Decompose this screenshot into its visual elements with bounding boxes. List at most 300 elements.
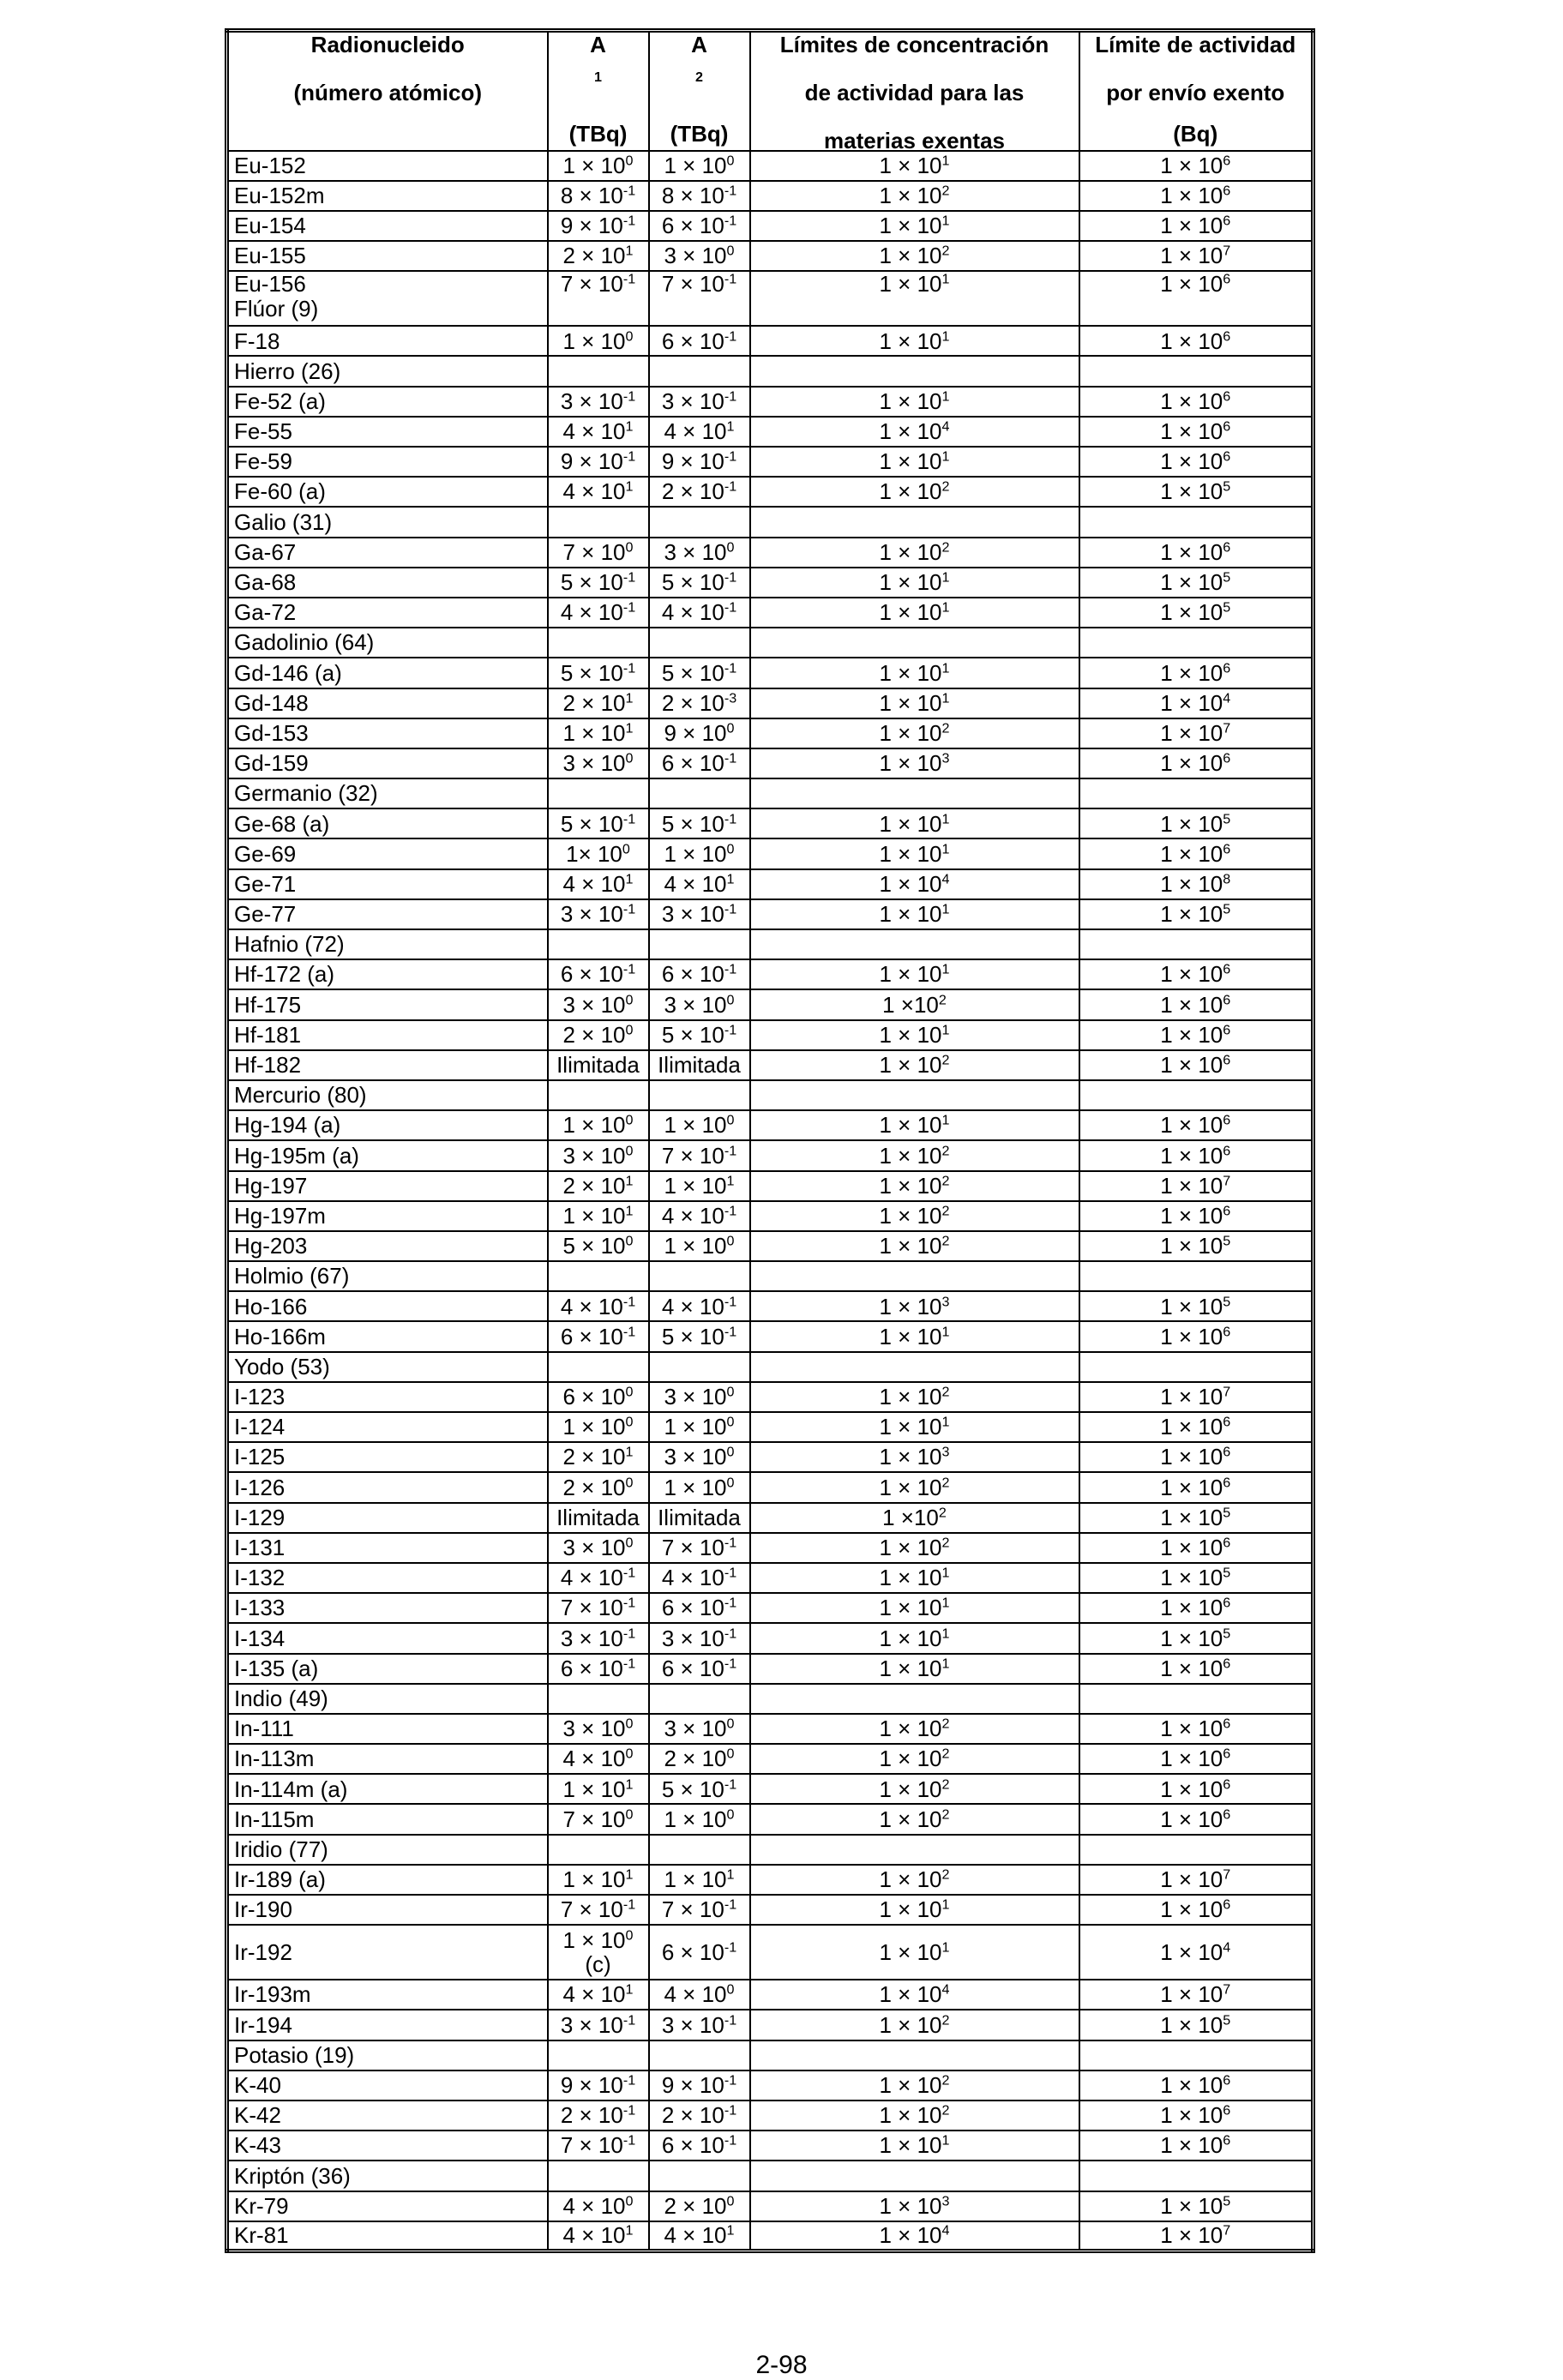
cell-consignment-limit: $1 \times 10^6$ [1079, 2101, 1314, 2131]
cell-radionuclide: I-132 [227, 1563, 548, 1593]
cell-concentration-limit [750, 2161, 1079, 2191]
table-row [227, 598, 1314, 628]
cell-a2: $5 \times 10^{-1}$ [649, 568, 750, 598]
cell-radionuclide: Eu-154 [227, 211, 548, 241]
cell-radionuclide: I-124 [227, 1412, 548, 1442]
cell-concentration-limit: $1 \times 10^3$ [750, 1291, 1079, 1321]
cell-consignment-limit: $1 \times 10^6$ [1079, 2070, 1314, 2101]
cell-concentration-limit: $1 \times 10^1$ [750, 838, 1079, 868]
cell-radionuclide: Hf-175 [227, 989, 548, 1019]
cell-a1: $7 \times 10^{-1}$ [548, 1895, 649, 1925]
table-row [227, 1980, 1314, 2010]
cell-consignment-limit: $1 \times 10^6$ [1079, 989, 1314, 1019]
cell-a1: $2 \times 10^1$ [548, 241, 649, 271]
table-row [227, 1865, 1314, 1895]
cell-a1: $6 \times 10^{-1}$ [548, 1321, 649, 1351]
cell-a1: $1 \times 10^0$ [548, 1412, 649, 1442]
cell-a2: $1 \times 10^1$ [649, 1865, 750, 1895]
cell-concentration-limit [750, 356, 1079, 386]
cell-radionuclide: Hf-172 (a) [227, 959, 548, 989]
cell-radionuclide: Eu-152m [227, 181, 548, 211]
cell-a2: $3 \times 10^0$ [649, 241, 750, 271]
cell-a2: $3 \times 10^0$ [649, 538, 750, 568]
cell-radionuclide: Hg-197 [227, 1171, 548, 1201]
cell-consignment-limit: $1 \times 10^8$ [1079, 869, 1314, 899]
cell-radionuclide: Gd-146 (a) [227, 658, 548, 688]
cell-a1: $4 \times 10^0$ [548, 1744, 649, 1774]
cell-a2 [649, 1835, 750, 1865]
cell-a1: $3 \times 10^0$ [548, 1533, 649, 1563]
cell-a1: $1 \times 10^0$ [548, 1110, 649, 1140]
cell-radionuclide: I-126 [227, 1472, 548, 1502]
cell-a1 [548, 1835, 649, 1865]
table-row [227, 1895, 1314, 1925]
cell-a2 [649, 929, 750, 959]
cell-radionuclide: Fe-59 [227, 447, 548, 477]
cell-a2 [649, 1261, 750, 1291]
cell-a1: $4 \times 10^1$ [548, 417, 649, 447]
table-row [227, 959, 1314, 989]
cell-concentration-limit: $1 \times 10^1$ [750, 1925, 1079, 1980]
cell-radionuclide: Iridio (77) [227, 1835, 548, 1865]
table-row [227, 181, 1314, 211]
cell-a1: $3 \times 10^0$ [548, 748, 649, 778]
header-radionuclide: Radionucleido (número atómico) [227, 31, 548, 151]
cell-a2 [649, 628, 750, 658]
cell-concentration-limit: $1 \times 10^1$ [750, 959, 1079, 989]
table-row [227, 2010, 1314, 2040]
cell-a1: $2 \times 10^{-1}$ [548, 2101, 649, 2131]
cell-a1: $3 \times 10^{-1}$ [548, 2010, 649, 2040]
table-row [227, 151, 1314, 181]
cell-consignment-limit [1079, 1261, 1314, 1291]
cell-a1: $4 \times 10^{-1}$ [548, 1563, 649, 1593]
table-row [227, 568, 1314, 598]
header-a2: A $_2$ (TBq) [649, 31, 750, 151]
table-body [227, 151, 1314, 2251]
cell-consignment-limit: $1 \times 10^6$ [1079, 1020, 1314, 1050]
cell-concentration-limit: $1 \times 10^2$ [750, 1533, 1079, 1563]
cell-radionuclide: Indio (49) [227, 1684, 548, 1714]
cell-consignment-limit: $1 \times 10^7$ [1079, 718, 1314, 748]
cell-a2: $1 \times 10^0$ [649, 838, 750, 868]
cell-a2: $2 \times 10^{-3}$ [649, 688, 750, 718]
table-row [227, 2131, 1314, 2161]
cell-a1: $1\times 10^0$ [548, 838, 649, 868]
cell-concentration-limit: $1 \times 10^1$ [750, 211, 1079, 241]
cell-concentration-limit: $1 \times 10^2$ [750, 718, 1079, 748]
cell-a2: $4 \times 10^1$ [649, 2221, 750, 2251]
cell-a1: $7 \times 10^0$ [548, 1804, 649, 1834]
table-row [227, 2161, 1314, 2191]
table-row [227, 1020, 1314, 1050]
cell-consignment-limit: $1 \times 10^6$ [1079, 1110, 1314, 1140]
table-row [227, 929, 1314, 959]
cell-radionuclide: Kr-79 [227, 2191, 548, 2221]
cell-consignment-limit: $1 \times 10^6$ [1079, 1895, 1314, 1925]
cell-radionuclide: In-113m [227, 1744, 548, 1774]
cell-radionuclide: Gadolinio (64) [227, 628, 548, 658]
cell-consignment-limit: $1 \times 10^6$ [1079, 959, 1314, 989]
cell-consignment-limit: $1 \times 10^6$ [1079, 1050, 1314, 1080]
cell-radionuclide: I-125 [227, 1442, 548, 1472]
cell-radionuclide: Hg-194 (a) [227, 1110, 548, 1140]
cell-radionuclide: Ge-69 [227, 838, 548, 868]
cell-radionuclide: Galio (31) [227, 507, 548, 537]
cell-a1 [548, 1261, 649, 1291]
cell-concentration-limit: $1 \times 10^3$ [750, 1442, 1079, 1472]
cell-consignment-limit: $1 \times 10^5$ [1079, 1623, 1314, 1653]
cell-a1: $7 \times 10^{-1}$ [548, 1593, 649, 1623]
cell-radionuclide: Ho-166m [227, 1321, 548, 1351]
cell-consignment-limit: $1 \times 10^5$ [1079, 1291, 1314, 1321]
cell-a2: $6 \times 10^{-1}$ [649, 326, 750, 356]
cell-concentration-limit: $1 \times 10^2$ [750, 477, 1079, 507]
cell-a2: $4 \times 10^1$ [649, 417, 750, 447]
table-row [227, 1412, 1314, 1442]
cell-a1 [548, 628, 649, 658]
cell-a2: $1 \times 10^0$ [649, 1804, 750, 1834]
cell-a1: $1 \times 10^1$ [548, 1201, 649, 1231]
cell-radionuclide: K-43 [227, 2131, 548, 2161]
cell-a2: $1 \times 10^0$ [649, 1110, 750, 1140]
cell-consignment-limit: $1 \times 10^6$ [1079, 1774, 1314, 1804]
table-row [227, 271, 1314, 326]
cell-radionuclide: Holmio (67) [227, 1261, 548, 1291]
cell-a1: $4 \times 10^{-1}$ [548, 598, 649, 628]
table-row [227, 417, 1314, 447]
cell-a2: $3 \times 10^{-1}$ [649, 2010, 750, 2040]
cell-concentration-limit: $1 \times 10^4$ [750, 1980, 1079, 2010]
cell-consignment-limit: $1 \times 10^6$ [1079, 1593, 1314, 1623]
table-row [227, 1050, 1314, 1080]
cell-a2: $1 \times 10^0$ [649, 1412, 750, 1442]
table-row [227, 1684, 1314, 1714]
table-row [227, 1110, 1314, 1140]
cell-consignment-limit: $1 \times 10^5$ [1079, 1231, 1314, 1261]
cell-a1: $1 \times 10^1$ [548, 718, 649, 748]
cell-a1: $8 \times 10^{-1}$ [548, 181, 649, 211]
cell-radionuclide: Eu-152 [227, 151, 548, 181]
cell-a2: $2 \times 10^0$ [649, 2191, 750, 2221]
cell-radionuclide: Hg-195m (a) [227, 1140, 548, 1170]
cell-concentration-limit: $1 \times 10^3$ [750, 748, 1079, 778]
cell-concentration-limit: $1 \times 10^2$ [750, 2070, 1079, 2101]
cell-a2: $6 \times 10^{-1}$ [649, 1593, 750, 1623]
cell-radionuclide: Eu-155 [227, 241, 548, 271]
cell-a1: $3 \times 10^{-1}$ [548, 1623, 649, 1653]
table-row [227, 326, 1314, 356]
cell-concentration-limit: $1 \times 10^2$ [750, 241, 1079, 271]
table-row [227, 1080, 1314, 1110]
table-row [227, 356, 1314, 386]
cell-concentration-limit: $1 \times 10^1$ [750, 1623, 1079, 1653]
table-row [227, 1352, 1314, 1382]
cell-a2 [649, 1352, 750, 1382]
cell-radionuclide: Ho-166 [227, 1291, 548, 1321]
cell-concentration-limit [750, 1684, 1079, 1714]
table-row [227, 507, 1314, 537]
cell-a1: $4 \times 10^1$ [548, 477, 649, 507]
cell-concentration-limit: $1 \times 10^1$ [750, 1412, 1079, 1442]
cell-consignment-limit: $1 \times 10^6$ [1079, 1201, 1314, 1231]
cell-a1: $4 \times 10^{-1}$ [548, 1291, 649, 1321]
cell-a2: $8 \times 10^{-1}$ [649, 181, 750, 211]
cell-a2: $1 \times 10^1$ [649, 1171, 750, 1201]
cell-a2: $3 \times 10^{-1}$ [649, 899, 750, 929]
cell-consignment-limit: $1 \times 10^6$ [1079, 1412, 1314, 1442]
table-row [227, 1291, 1314, 1321]
cell-a1: $5 \times 10^{-1}$ [548, 808, 649, 838]
cell-radionuclide: K-40 [227, 2070, 548, 2101]
cell-radionuclide: In-111 [227, 1714, 548, 1744]
cell-a2 [649, 2040, 750, 2070]
cell-radionuclide: K-42 [227, 2101, 548, 2131]
cell-a1: $7 \times 10^{-1}$ [548, 271, 649, 326]
cell-consignment-limit: $1 \times 10^6$ [1079, 271, 1314, 326]
cell-radionuclide: Ir-190 [227, 1895, 548, 1925]
cell-consignment-limit [1079, 1352, 1314, 1382]
cell-consignment-limit: $1 \times 10^6$ [1079, 2131, 1314, 2161]
cell-radionuclide: I-131 [227, 1533, 548, 1563]
table-row [227, 477, 1314, 507]
cell-radionuclide: Ga-72 [227, 598, 548, 628]
cell-radionuclide: Ga-67 [227, 538, 548, 568]
cell-consignment-limit: $1 \times 10^6$ [1079, 658, 1314, 688]
cell-a1: $4 \times 10^1$ [548, 869, 649, 899]
cell-concentration-limit: $1 \times 10^4$ [750, 417, 1079, 447]
cell-a1: $4 \times 10^1$ [548, 2221, 649, 2251]
cell-concentration-limit: $1 \times 10^2$ [750, 1382, 1079, 1412]
cell-a1: $2 \times 10^1$ [548, 1442, 649, 1472]
table-row [227, 1835, 1314, 1865]
cell-a2: $4 \times 10^{-1}$ [649, 1563, 750, 1593]
cell-concentration-limit: $1 \times 10^1$ [750, 326, 1079, 356]
cell-a2: $6 \times 10^{-1}$ [649, 2131, 750, 2161]
cell-consignment-limit: $1 \times 10^7$ [1079, 2221, 1314, 2251]
cell-radionuclide: Kr-81 [227, 2221, 548, 2251]
cell-radionuclide: Gd-148 [227, 688, 548, 718]
cell-consignment-limit [1079, 628, 1314, 658]
cell-consignment-limit: $1 \times 10^6$ [1079, 211, 1314, 241]
cell-concentration-limit [750, 1080, 1079, 1110]
cell-consignment-limit: $1 \times 10^5$ [1079, 899, 1314, 929]
cell-a1: $5 \times 10^0$ [548, 1231, 649, 1261]
cell-consignment-limit [1079, 2161, 1314, 2191]
cell-radionuclide: Ga-68 [227, 568, 548, 598]
table-row [227, 2040, 1314, 2070]
cell-consignment-limit: $1 \times 10^6$ [1079, 538, 1314, 568]
cell-a1: $9 \times 10^{-1}$ [548, 447, 649, 477]
cell-consignment-limit: $1 \times 10^5$ [1079, 2010, 1314, 2040]
cell-a2: $3 \times 10^0$ [649, 1714, 750, 1744]
cell-radionuclide: Ge-68 (a) [227, 808, 548, 838]
cell-consignment-limit [1079, 778, 1314, 808]
cell-a1: $6 \times 10^0$ [548, 1382, 649, 1412]
cell-concentration-limit: $1 \times 10^2$ [750, 2010, 1079, 2040]
cell-a1: $7 \times 10^0$ [548, 538, 649, 568]
cell-radionuclide: I-133 [227, 1593, 548, 1623]
cell-consignment-limit: $1 \times 10^7$ [1079, 1980, 1314, 2010]
cell-radionuclide: Fe-55 [227, 417, 548, 447]
cell-concentration-limit: $1 \times 10^3$ [750, 2191, 1079, 2221]
cell-concentration-limit: $1 \times 10^1$ [750, 151, 1079, 181]
table-row [227, 1442, 1314, 1472]
cell-a2 [649, 507, 750, 537]
cell-radionuclide: Yodo (53) [227, 1352, 548, 1382]
cell-concentration-limit: $1 \times 10^2$ [750, 181, 1079, 211]
cell-consignment-limit: $1 \times 10^6$ [1079, 387, 1314, 417]
cell-radionuclide: F-18 [227, 326, 548, 356]
table-row [227, 211, 1314, 241]
table-row [227, 869, 1314, 899]
cell-a2: $1 \times 10^0$ [649, 1472, 750, 1502]
cell-radionuclide: Ir-189 (a) [227, 1865, 548, 1895]
table-row [227, 447, 1314, 477]
cell-concentration-limit: $1 \times 10^1$ [750, 568, 1079, 598]
cell-consignment-limit: $1 \times 10^7$ [1079, 241, 1314, 271]
cell-consignment-limit: $1 \times 10^5$ [1079, 808, 1314, 838]
cell-consignment-limit: $1 \times 10^6$ [1079, 417, 1314, 447]
cell-consignment-limit: $1 \times 10^7$ [1079, 1382, 1314, 1412]
cell-concentration-limit: $1 \times 10^2$ [750, 1472, 1079, 1502]
table-row [227, 1714, 1314, 1744]
cell-concentration-limit: $1 \times 10^2$ [750, 1804, 1079, 1834]
cell-concentration-limit: $1 \times 10^2$ [750, 538, 1079, 568]
cell-a2: $6 \times 10^{-1}$ [649, 211, 750, 241]
table-row [227, 1533, 1314, 1563]
cell-concentration-limit: $1 \times 10^1$ [750, 1593, 1079, 1623]
table-row [227, 1925, 1314, 1980]
cell-concentration-limit [750, 2040, 1079, 2070]
cell-a2: $6 \times 10^{-1}$ [649, 1654, 750, 1684]
table-row [227, 1231, 1314, 1261]
cell-a2: $5 \times 10^{-1}$ [649, 808, 750, 838]
cell-a2: $6 \times 10^{-1}$ [649, 1925, 750, 1980]
cell-radionuclide: I-134 [227, 1623, 548, 1653]
cell-radionuclide: Hg-203 [227, 1231, 548, 1261]
cell-a1: $5 \times 10^{-1}$ [548, 658, 649, 688]
cell-consignment-limit: $1 \times 10^4$ [1079, 1925, 1314, 1980]
cell-consignment-limit: $1 \times 10^6$ [1079, 1804, 1314, 1834]
cell-a2: $3 \times 10^0$ [649, 1442, 750, 1472]
cell-consignment-limit: $1 \times 10^7$ [1079, 1865, 1314, 1895]
cell-a2: $7 \times 10^{-1}$ [649, 1533, 750, 1563]
cell-a2: $6 \times 10^{-1}$ [649, 959, 750, 989]
cell-a2: $4 \times 10^{-1}$ [649, 598, 750, 628]
table-row [227, 538, 1314, 568]
cell-radionuclide: Hg-197m [227, 1201, 548, 1231]
cell-consignment-limit: $1 \times 10^5$ [1079, 1563, 1314, 1593]
table-row [227, 628, 1314, 658]
cell-radionuclide: In-114m (a) [227, 1774, 548, 1804]
cell-a1 [548, 507, 649, 537]
cell-concentration-limit: $1 \times 10^1$ [750, 2131, 1079, 2161]
table-row [227, 808, 1314, 838]
cell-concentration-limit: $1 \times 10^1$ [750, 1321, 1079, 1351]
cell-concentration-limit [750, 1835, 1079, 1865]
table-row [227, 1774, 1314, 1804]
radionuclide-table [225, 28, 1315, 2253]
table-row [227, 899, 1314, 929]
cell-a2 [649, 778, 750, 808]
cell-concentration-limit: $1 \times 10^2$ [750, 1503, 1079, 1533]
cell-radionuclide: I-123 [227, 1382, 548, 1412]
table-row [227, 989, 1314, 1019]
cell-a2: $3 \times 10^{-1}$ [649, 1623, 750, 1653]
cell-consignment-limit: $1 \times 10^5$ [1079, 598, 1314, 628]
cell-concentration-limit: $1 \times 10^1$ [750, 688, 1079, 718]
cell-a2 [649, 356, 750, 386]
cell-a1: $9 \times 10^{-1}$ [548, 2070, 649, 2101]
cell-concentration-limit: $1 \times 10^1$ [750, 1895, 1079, 1925]
table-row [227, 718, 1314, 748]
cell-a1 [548, 929, 649, 959]
cell-radionuclide: Kriptón (36) [227, 2161, 548, 2191]
table-header [227, 31, 1314, 151]
cell-radionuclide: Hf-182 [227, 1050, 548, 1080]
cell-a1: $1 \times 10^1$ [548, 1774, 649, 1804]
cell-concentration-limit: $1 \times 10^2$ [750, 1744, 1079, 1774]
cell-concentration-limit: $1 \times 10^2$ [750, 1201, 1079, 1231]
cell-a2: $2 \times 10^0$ [649, 1744, 750, 1774]
cell-radionuclide: Ir-192 [227, 1925, 548, 1980]
cell-concentration-limit: $1 \times 10^1$ [750, 1020, 1079, 1050]
page-number: 2-98 [755, 2351, 808, 2379]
cell-radionuclide: In-115m [227, 1804, 548, 1834]
cell-concentration-limit: $1 \times 10^1$ [750, 808, 1079, 838]
cell-a1: Ilimitada [548, 1050, 649, 1080]
cell-a2: $4 \times 10^{-1}$ [649, 1291, 750, 1321]
cell-a1 [548, 1352, 649, 1382]
table-row [227, 1654, 1314, 1684]
table-row [227, 1563, 1314, 1593]
cell-a2: $4 \times 10^1$ [649, 869, 750, 899]
cell-a1 [548, 1080, 649, 1110]
cell-a2: $5 \times 10^{-1}$ [649, 1020, 750, 1050]
cell-radionuclide: Mercurio (80) [227, 1080, 548, 1110]
cell-a2: $5 \times 10^{-1}$ [649, 1774, 750, 1804]
table-row [227, 1201, 1314, 1231]
cell-a1 [548, 356, 649, 386]
cell-concentration-limit: $1 \times 10^2$ [750, 1865, 1079, 1895]
cell-a2: $9 \times 10^{-1}$ [649, 2070, 750, 2101]
header-a1: A $_1$ (TBq) [548, 31, 649, 151]
cell-a1 [548, 1684, 649, 1714]
table-row [227, 2101, 1314, 2131]
cell-concentration-limit: $1 \times 10^1$ [750, 658, 1079, 688]
cell-a2: $9 \times 10^0$ [649, 718, 750, 748]
cell-a2: $3 \times 10^0$ [649, 1382, 750, 1412]
cell-a2: Ilimitada [649, 1503, 750, 1533]
cell-radionuclide: Potasio (19) [227, 2040, 548, 2070]
cell-radionuclide: Eu-156 Flúor (9) [227, 271, 548, 326]
cell-concentration-limit: $1 \times 10^2$ [750, 1774, 1079, 1804]
cell-radionuclide: Gd-159 [227, 748, 548, 778]
cell-concentration-limit: $1 \times 10^4$ [750, 869, 1079, 899]
cell-concentration-limit [750, 1352, 1079, 1382]
cell-concentration-limit: $1 \times 10^2$ [750, 1050, 1079, 1080]
cell-consignment-limit: $1 \times 10^6$ [1079, 838, 1314, 868]
table-row [227, 1321, 1314, 1351]
cell-a2: $7 \times 10^{-1}$ [649, 1140, 750, 1170]
cell-consignment-limit: $1 \times 10^6$ [1079, 1321, 1314, 1351]
cell-radionuclide: Hf-181 [227, 1020, 548, 1050]
cell-a1: $6 \times 10^{-1}$ [548, 1654, 649, 1684]
cell-radionuclide: Germanio (32) [227, 778, 548, 808]
cell-radionuclide: Hafnio (72) [227, 929, 548, 959]
cell-a1: $2 \times 10^1$ [548, 1171, 649, 1201]
